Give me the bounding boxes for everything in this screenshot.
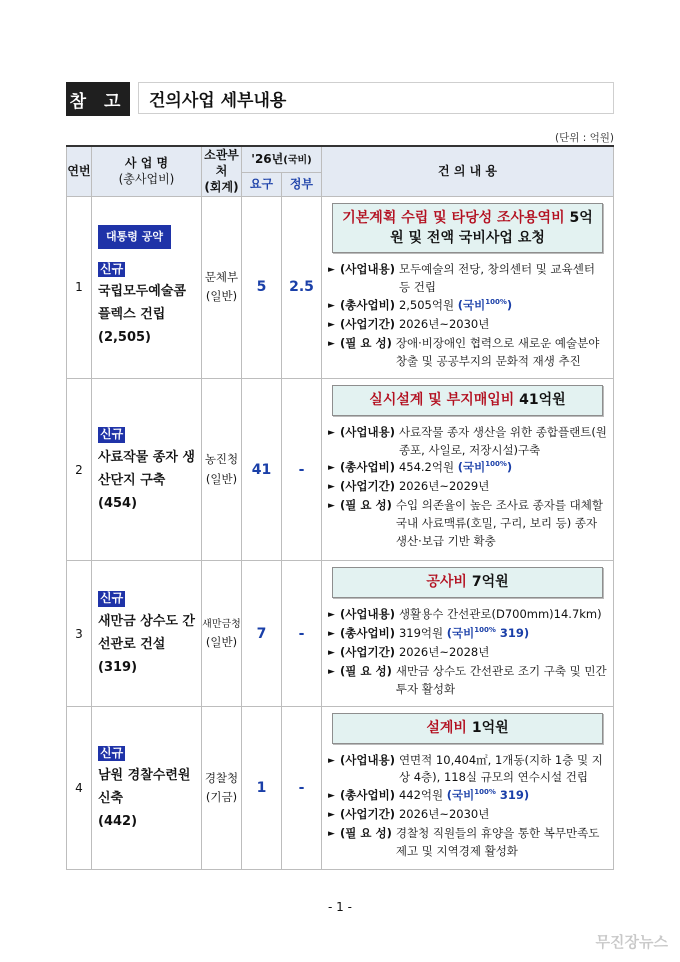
- header-gov: 정부: [282, 172, 322, 196]
- summary-box: 실시설계 및 부지매입비 41억원: [332, 385, 603, 415]
- project-total: (319): [98, 659, 138, 675]
- table-row: 4 신규 남원 경찰수련원 신축 (442) 경찰청 (기금) 1 - 설계비 1억원 ► (사업내용) 연면적 10,404㎡, 1개동(지하 1층 및 지상 4층), 118실 규모의 연수시설 건립 ► (총사업비) 442억원 (국비$^{100\%}$ 319) ► (사업기간) 2026년~2030년 ► (필 요 성) 경찰청 직원들의 휴양을 통한 복무만족도 제고 및 지역경제 활성화: [67, 707, 614, 870]
- row-number: 4: [67, 707, 92, 870]
- arrow-icon: ►: [328, 265, 335, 276]
- new-badge: 신규: [100, 261, 124, 276]
- project-name: 국립모두예술콤 플렉스 건립: [98, 284, 186, 323]
- project-name: 새만금 상수도 간선관로 건설: [98, 614, 195, 652]
- header-year: '26년(국비): [242, 146, 322, 172]
- table-row: 3 신규 새만금 상수도 간선관로 건설 (319) 새만금청 (일반) 7 - 공사비 7억원 ► (사업내용) 생활용수 간선관로(D700mm)14.7km) ► (총사업비) 319억원 (국비$^{100\%}$ 319) ► (사업기간) 2026년~2028년 ► (필 요 성) 새만금 상수도 간선관로 조기 구축 및 민간투자 활성화: [67, 561, 614, 707]
- reference-tag: 참 고: [66, 82, 130, 116]
- title-bar: [66, 82, 614, 116]
- budget-request: 5: [242, 196, 282, 379]
- budget-government: 2.5: [282, 196, 322, 379]
- watermark-logo: 무진장뉴스: [595, 933, 668, 951]
- account: (일반): [205, 289, 238, 304]
- arrow-icon: ►: [328, 300, 335, 311]
- budget-request: 41: [242, 379, 282, 561]
- budget-request: 7: [242, 561, 282, 707]
- budget-request: 1: [242, 707, 282, 870]
- arrow-icon: ►: [328, 647, 335, 658]
- dept: 경찰청: [204, 770, 239, 785]
- arrow-icon: ►: [328, 338, 335, 349]
- project-total: (2,505): [98, 329, 152, 345]
- summary-box: 공사비 7억원: [332, 567, 603, 597]
- arrow-icon: ►: [328, 609, 335, 620]
- table-row: 2 신규 사료작물 종자 생산단지 구축 (454) 농진청 (일반) 41 - 실시설계 및 부지매입비 41억원 ► (사업내용) 사료작물 종자 생산을 위한 종합플랜트(원종포, 사일로, 저장시설)구축 ► (총사업비) 454.2억원 (국비$^{100\%}$) ► (사업기간) 2026년~2029년 ► (필 요 성) 수입 의존율이 높은 조사료 종자를 대체할 국내 사료맥류(호밀, 구리, 보리 등) 종자 생산·보급 기반 확충: [67, 379, 614, 561]
- arrow-icon: ►: [328, 810, 335, 821]
- new-badge: 신규: [100, 745, 124, 760]
- budget-government: -: [282, 707, 322, 870]
- summary-box: 기본계획 수립 및 타당성 조사용역비 5억원 및 전액 국비사업 요청: [332, 203, 603, 254]
- arrow-icon: ►: [328, 319, 335, 330]
- project-name: 사료작물 종자 생산단지 구축: [98, 450, 195, 488]
- arrow-icon: ►: [328, 755, 335, 766]
- project-table: [66, 145, 614, 870]
- header-dept: 소관부처 (회계): [202, 146, 242, 196]
- header-detail: 건 의 내 용: [322, 146, 614, 196]
- new-badge: 신규: [100, 591, 124, 606]
- arrow-icon: ►: [328, 791, 335, 802]
- dept: 농진청: [204, 452, 239, 467]
- header-name: 사 업 명 (총사업비): [92, 146, 202, 196]
- dept: 문체부: [204, 269, 239, 284]
- arrow-icon: ►: [328, 666, 335, 677]
- new-badge: 신규: [100, 427, 124, 442]
- row-number: 2: [67, 379, 92, 561]
- header-req: 요구: [242, 172, 282, 196]
- arrow-icon: ►: [328, 628, 335, 639]
- project-name: 남원 경찰수련원 신축: [98, 768, 191, 807]
- row-number: 3: [67, 561, 92, 707]
- arrow-icon: ►: [328, 829, 335, 840]
- header-no: 연번: [67, 146, 92, 196]
- arrow-icon: ►: [328, 482, 335, 493]
- arrow-icon: ►: [328, 501, 335, 512]
- project-total: (442): [98, 813, 138, 829]
- dept: 새만금청: [202, 618, 241, 630]
- project-total: (454): [98, 495, 138, 511]
- page-title: 건의사업 세부내용: [138, 82, 614, 114]
- summary-box: 설계비 1억원: [332, 713, 603, 743]
- budget-government: -: [282, 561, 322, 707]
- account: (기금): [205, 790, 238, 805]
- table-row: 1 대통령 공약 신규 국립모두예술콤 플렉스 건립 (2,505) 문체부 (일반) 5 2.5 기본계획 수립 및 타당성 조사용역비 5억원 및 전액 국비사업 요청 ► (사업내용) 모두예술의 전당, 창의센터 및 교육센터 등 건립 ► (총사업비) 2,505억원 (국비$^{100\%}$) ► (사업기간) 2026년~2030년 ► (필 요 성) 장애·비장애인 협력으로 새로운 예술분야 창출 및 공공부지의 문화적 재생 추진: [67, 196, 614, 379]
- row-number: 1: [67, 196, 92, 379]
- account: (일반): [205, 634, 238, 649]
- arrow-icon: ►: [328, 463, 335, 474]
- page-number: - 1 -: [328, 900, 352, 914]
- pledge-badge: 대통령 공약: [98, 225, 171, 248]
- unit-note: (단위 : 억원): [555, 132, 614, 144]
- arrow-icon: ►: [328, 427, 335, 438]
- budget-government: -: [282, 379, 322, 561]
- account: (일반): [205, 471, 238, 486]
